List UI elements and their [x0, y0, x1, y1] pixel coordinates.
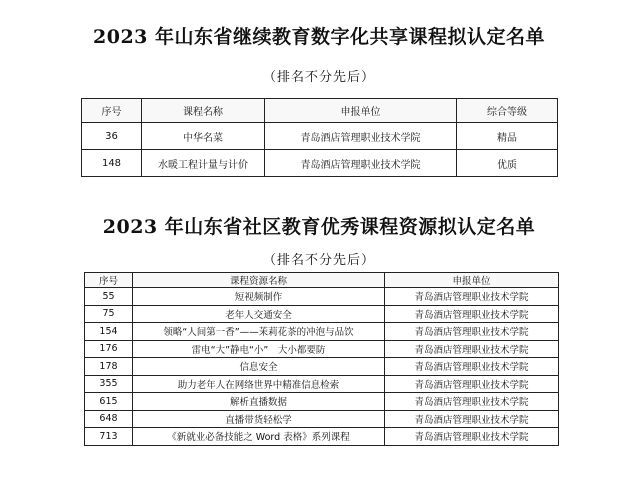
header-applicant-unit: 申报单位	[265, 99, 457, 123]
table-header-row	[85, 273, 559, 288]
cell-applicant-unit: 青岛酒店管理职业技术学院	[385, 340, 559, 358]
cell-serial-number: 615	[85, 393, 133, 411]
cell-resource-name: 雷电“大”静电“小” 大小都要防	[133, 340, 385, 358]
table-row	[85, 375, 559, 393]
cell-serial-number: 75	[85, 305, 133, 323]
table-row	[85, 410, 559, 428]
cell-overall-grade: 精品	[457, 123, 558, 150]
cell-serial-number: 148	[82, 150, 142, 177]
cell-resource-name: 直播带货轻松学	[133, 410, 385, 428]
cell-serial-number: 355	[85, 375, 133, 393]
cell-applicant-unit: 青岛酒店管理职业技术学院	[265, 123, 457, 150]
table-header-row	[82, 99, 558, 123]
cell-overall-grade: 优质	[457, 150, 558, 177]
cell-serial-number: 154	[85, 323, 133, 341]
header-overall-grade: 综合等级	[457, 99, 558, 123]
community-education-resource-table	[84, 272, 559, 446]
subtitle-no-ranking-order: （排名不分先后）	[262, 70, 375, 85]
header-serial-number: 序号	[82, 99, 142, 123]
header-resource-name: 课程资源名称	[133, 273, 385, 288]
cell-applicant-unit: 青岛酒店管理职业技术学院	[385, 305, 559, 323]
continuing-education-course-table	[81, 98, 558, 177]
cell-serial-number: 713	[85, 428, 133, 446]
table-row	[85, 428, 559, 446]
cell-applicant-unit: 青岛酒店管理职业技术学院	[385, 393, 559, 411]
cell-course-name: 水暖工程计量与计价	[142, 150, 265, 177]
cell-resource-name: 解析直播数据	[133, 393, 385, 411]
page-title-community-education: 2023 年山东省社区教育优秀课程资源拟认定名单	[102, 216, 536, 238]
cell-serial-number: 178	[85, 358, 133, 376]
table-row	[85, 358, 559, 376]
cell-applicant-unit: 青岛酒店管理职业技术学院	[385, 358, 559, 376]
page-title-continuing-education: 2023 年山东省继续教育数字化共享课程拟认定名单	[93, 26, 545, 48]
cell-resource-name: 《新就业必备技能之 Word 表格》系列课程	[133, 428, 385, 446]
cell-resource-name: 领略“人间第一香”——茉莉花茶的冲泡与品饮	[133, 323, 385, 341]
header-serial-number: 序号	[85, 273, 133, 288]
cell-applicant-unit: 青岛酒店管理职业技术学院	[385, 428, 559, 446]
cell-serial-number: 36	[82, 123, 142, 150]
table-row	[85, 288, 559, 306]
cell-resource-name: 短视频制作	[133, 288, 385, 306]
header-course-name: 课程名称	[142, 99, 265, 123]
table-row	[82, 123, 558, 150]
table-row	[82, 150, 558, 177]
table-row	[85, 323, 559, 341]
table-row	[85, 340, 559, 358]
header-applicant-unit: 申报单位	[385, 273, 559, 288]
cell-resource-name: 信息安全	[133, 358, 385, 376]
cell-serial-number: 55	[85, 288, 133, 306]
cell-applicant-unit: 青岛酒店管理职业技术学院	[385, 375, 559, 393]
cell-applicant-unit: 青岛酒店管理职业技术学院	[385, 288, 559, 306]
table-row	[85, 393, 559, 411]
cell-course-name: 中华名菜	[142, 123, 265, 150]
cell-resource-name: 老年人交通安全	[133, 305, 385, 323]
subtitle-no-ranking-order: （排名不分先后）	[262, 253, 375, 268]
cell-applicant-unit: 青岛酒店管理职业技术学院	[385, 323, 559, 341]
cell-resource-name: 助力老年人在网络世界中精准信息检索	[133, 375, 385, 393]
cell-serial-number: 648	[85, 410, 133, 428]
table-row	[85, 305, 559, 323]
cell-applicant-unit: 青岛酒店管理职业技术学院	[385, 410, 559, 428]
cell-serial-number: 176	[85, 340, 133, 358]
cell-applicant-unit: 青岛酒店管理职业技术学院	[265, 150, 457, 177]
